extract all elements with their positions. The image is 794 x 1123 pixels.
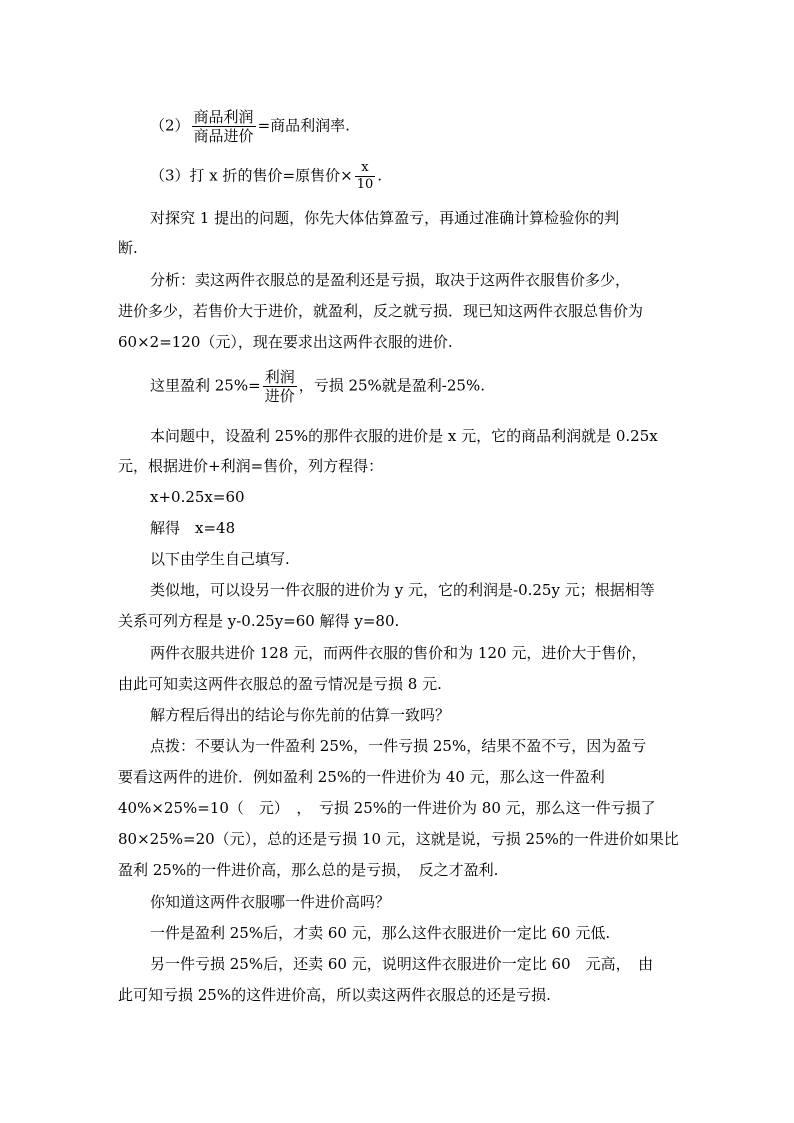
formula-prefix: 这里盈利 25%=: [150, 376, 261, 395]
paragraph-line: 进价多少，若售价大于进价，就盈利，反之就亏损．现已知这两件衣服总售价为: [118, 302, 644, 320]
formula-suffix: ，亏损 25%就是盈利-25%.: [298, 376, 485, 395]
formula-item-3: [150, 160, 382, 193]
paragraph-line: 类似地，可以设另一件衣服的进价为 y 元，它的利润是-0.25y 元；根据相等: [150, 581, 655, 599]
paragraph-line: 对探究 1 提出的问题，你先大体估算盈亏，再通过准确计算检验你的判: [150, 209, 620, 227]
fraction-x-over-10: [355, 160, 376, 193]
paragraph-line: 80×25%=20（元），总的还是亏损 10 元，这就是说，亏损 25%的一件进价如果比: [118, 830, 679, 848]
formula-item-2: [150, 108, 350, 145]
paragraph-line: 解方程后得出的结论与你先前的估算一致吗？: [150, 706, 451, 724]
fraction-numerator: 利润: [264, 368, 295, 386]
paragraph-line: 本问题中，设盈利 25%的那件衣服的进价是 x 元，它的商品利润就是 0.25x: [150, 427, 658, 445]
paragraph-line: 断.: [118, 239, 138, 257]
fraction-denominator: 商品进价: [193, 127, 254, 145]
paragraph-line: 两件衣服共进价 128 元，而两件衣服的售价和为 120 元，进价大于售价，: [150, 644, 647, 662]
fraction-numerator: x: [355, 160, 376, 177]
fraction-denominator: 进价: [264, 387, 295, 405]
paragraph-line: 点拨：不要认为一件盈利 25%，一件亏损 25%，结果不盈不亏，因为盈亏: [150, 737, 647, 755]
fraction-denominator: 10: [356, 177, 374, 192]
paragraph-line: 盈利 25%的一件进价高，那么总的是亏损， 反之才盈利.: [118, 861, 499, 879]
paragraph-line: 由此可知卖这两件衣服总的盈亏情况是亏损 8 元.: [118, 675, 442, 693]
item-2-rest: =商品利润率.: [257, 116, 350, 135]
paragraph-line: 分析：卖这两件衣服总的是盈利还是亏损，取决于这两件衣服售价多少，: [150, 271, 631, 289]
item-3-rest: .: [377, 166, 383, 185]
paragraph-line: 此可知亏损 25%的这件进价高，所以卖这两件衣服总的还是亏损.: [118, 986, 551, 1004]
paragraph-line: 60×2=120（元），现在要求出这两件衣服的进价.: [118, 333, 453, 351]
solution-line: 解得 x=48: [150, 519, 236, 537]
paragraph-line: 关系可列方程是 y-0.25y=60 解得 y=80.: [118, 612, 400, 630]
item-2-label: （2）: [150, 116, 190, 135]
fraction-numerator: 商品利润: [193, 108, 254, 126]
paragraph-line: 40%×25%=10（ 元） ， 亏损 25%的一件进价为 80 元，那么这一件亏损了: [118, 799, 656, 817]
fraction-profit-over-cost: [192, 108, 256, 145]
paragraph-line: 另一件亏损 25%后，还卖 60 元，说明这件衣服进价一定比 60 元高， 由: [150, 955, 654, 973]
paragraph-line: 要看这两件的进价．例如盈利 25%的一件进价为 40 元，那么这一件盈利: [118, 768, 605, 786]
fraction-profit-over-cost: [263, 368, 297, 405]
paragraph-line: 以下由学生自己填写.: [150, 550, 290, 568]
equation-line: x+0.25x=60: [150, 488, 245, 506]
paragraph-line: 一件是盈利 25%后，才卖 60 元，那么这件衣服进价一定比 60 元低.: [150, 924, 611, 942]
paragraph-line: 元，根据进价+利润=售价，列方程得：: [118, 457, 384, 475]
formula-profit-rate: [150, 368, 485, 405]
item-3-label: （3）打 x 折的售价=原售价×: [150, 166, 353, 185]
paragraph-line: 你知道这两件衣服哪一件进价高吗？: [150, 893, 391, 911]
